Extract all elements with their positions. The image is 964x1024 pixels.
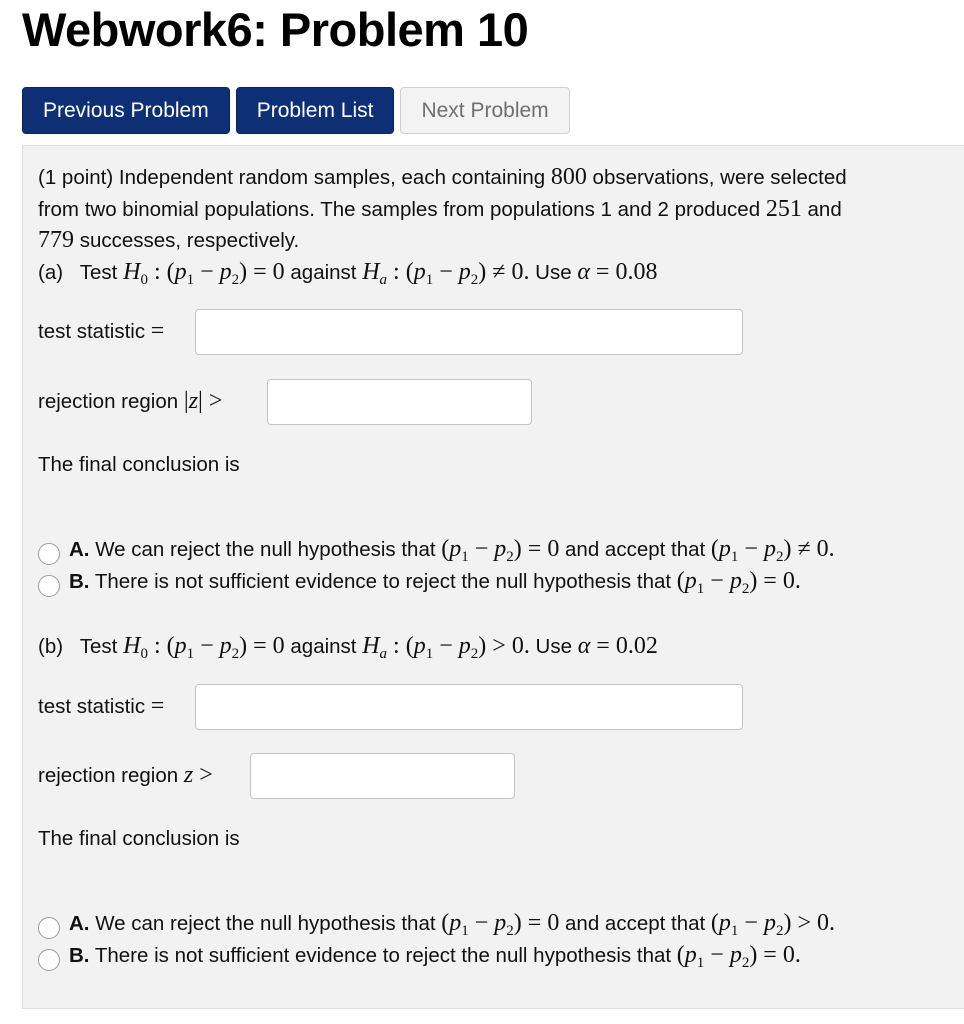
part-b-rejection-region-input[interactable] bbox=[250, 753, 515, 799]
part-b-option-a-label: A. We can reject the null hypothesis that $(p_1 - p_2) = 0$ and accept that $(p_1 - p_2) > 0$. bbox=[69, 910, 835, 939]
part-a-option-b-radio[interactable] bbox=[38, 575, 60, 597]
part-a-rejection-region-input[interactable] bbox=[267, 379, 532, 425]
problem-intro-line-1: (1 point) Independent random samples, each containing 800 observations, were selected bbox=[38, 164, 847, 190]
part-b-test-statistic-input[interactable] bbox=[195, 684, 743, 730]
next-problem-button[interactable]: Next Problem bbox=[400, 87, 569, 134]
part-a-option-a-radio[interactable] bbox=[38, 543, 60, 565]
problem-intro-line-3: 779 successes, respectively. bbox=[38, 227, 300, 253]
part-a-test-statistic-input[interactable] bbox=[195, 309, 743, 355]
part-a-hypothesis: (a) Test $H_0$ : $(p_1 - p_2) = 0$ against $H_a$ : $(p_1 - p_2) \ne 0$. Use α = 0.08 bbox=[38, 259, 658, 288]
part-b-rejection-region-label: rejection region z > bbox=[38, 762, 213, 788]
part-b-test-statistic-label: test statistic = bbox=[38, 693, 165, 719]
part-b-option-a-radio[interactable] bbox=[38, 917, 60, 939]
part-b-hypothesis: (b) Test $H_0$ : $(p_1 - p_2) = 0$ against $H_a$ : $(p_1 - p_2) > 0$. Use α = 0.02 bbox=[38, 633, 658, 662]
previous-problem-button[interactable]: Previous Problem bbox=[22, 87, 230, 134]
part-b-option-b-label: B. There is not sufficient evidence to reject the null hypothesis that $(p_1 - p_2) = 0$. bbox=[69, 942, 801, 971]
part-b-conclusion-label: The final conclusion is bbox=[38, 827, 240, 850]
part-b-option-b-radio[interactable] bbox=[38, 949, 60, 971]
problem-navigation bbox=[22, 87, 570, 134]
part-a-option-b-label: B. There is not sufficient evidence to reject the null hypothesis that $(p_1 - p_2) = 0$. bbox=[69, 568, 801, 597]
problem-intro-line-2: from two binomial populations. The samples from populations 1 and 2 produced 251 and bbox=[38, 196, 842, 222]
part-a-option-a-label: A. We can reject the null hypothesis that $(p_1 - p_2) = 0$ and accept that $(p_1 - p_2) \ne 0$. bbox=[69, 536, 835, 565]
page-title: Webwork6: Problem 10 bbox=[22, 3, 529, 56]
problem-body bbox=[22, 145, 964, 1009]
part-a-conclusion-label: The final conclusion is bbox=[38, 453, 240, 476]
part-a-rejection-region-label: rejection region |z| > bbox=[38, 388, 223, 414]
part-a-test-statistic-label: test statistic = bbox=[38, 318, 165, 344]
problem-list-button[interactable]: Problem List bbox=[236, 87, 395, 134]
